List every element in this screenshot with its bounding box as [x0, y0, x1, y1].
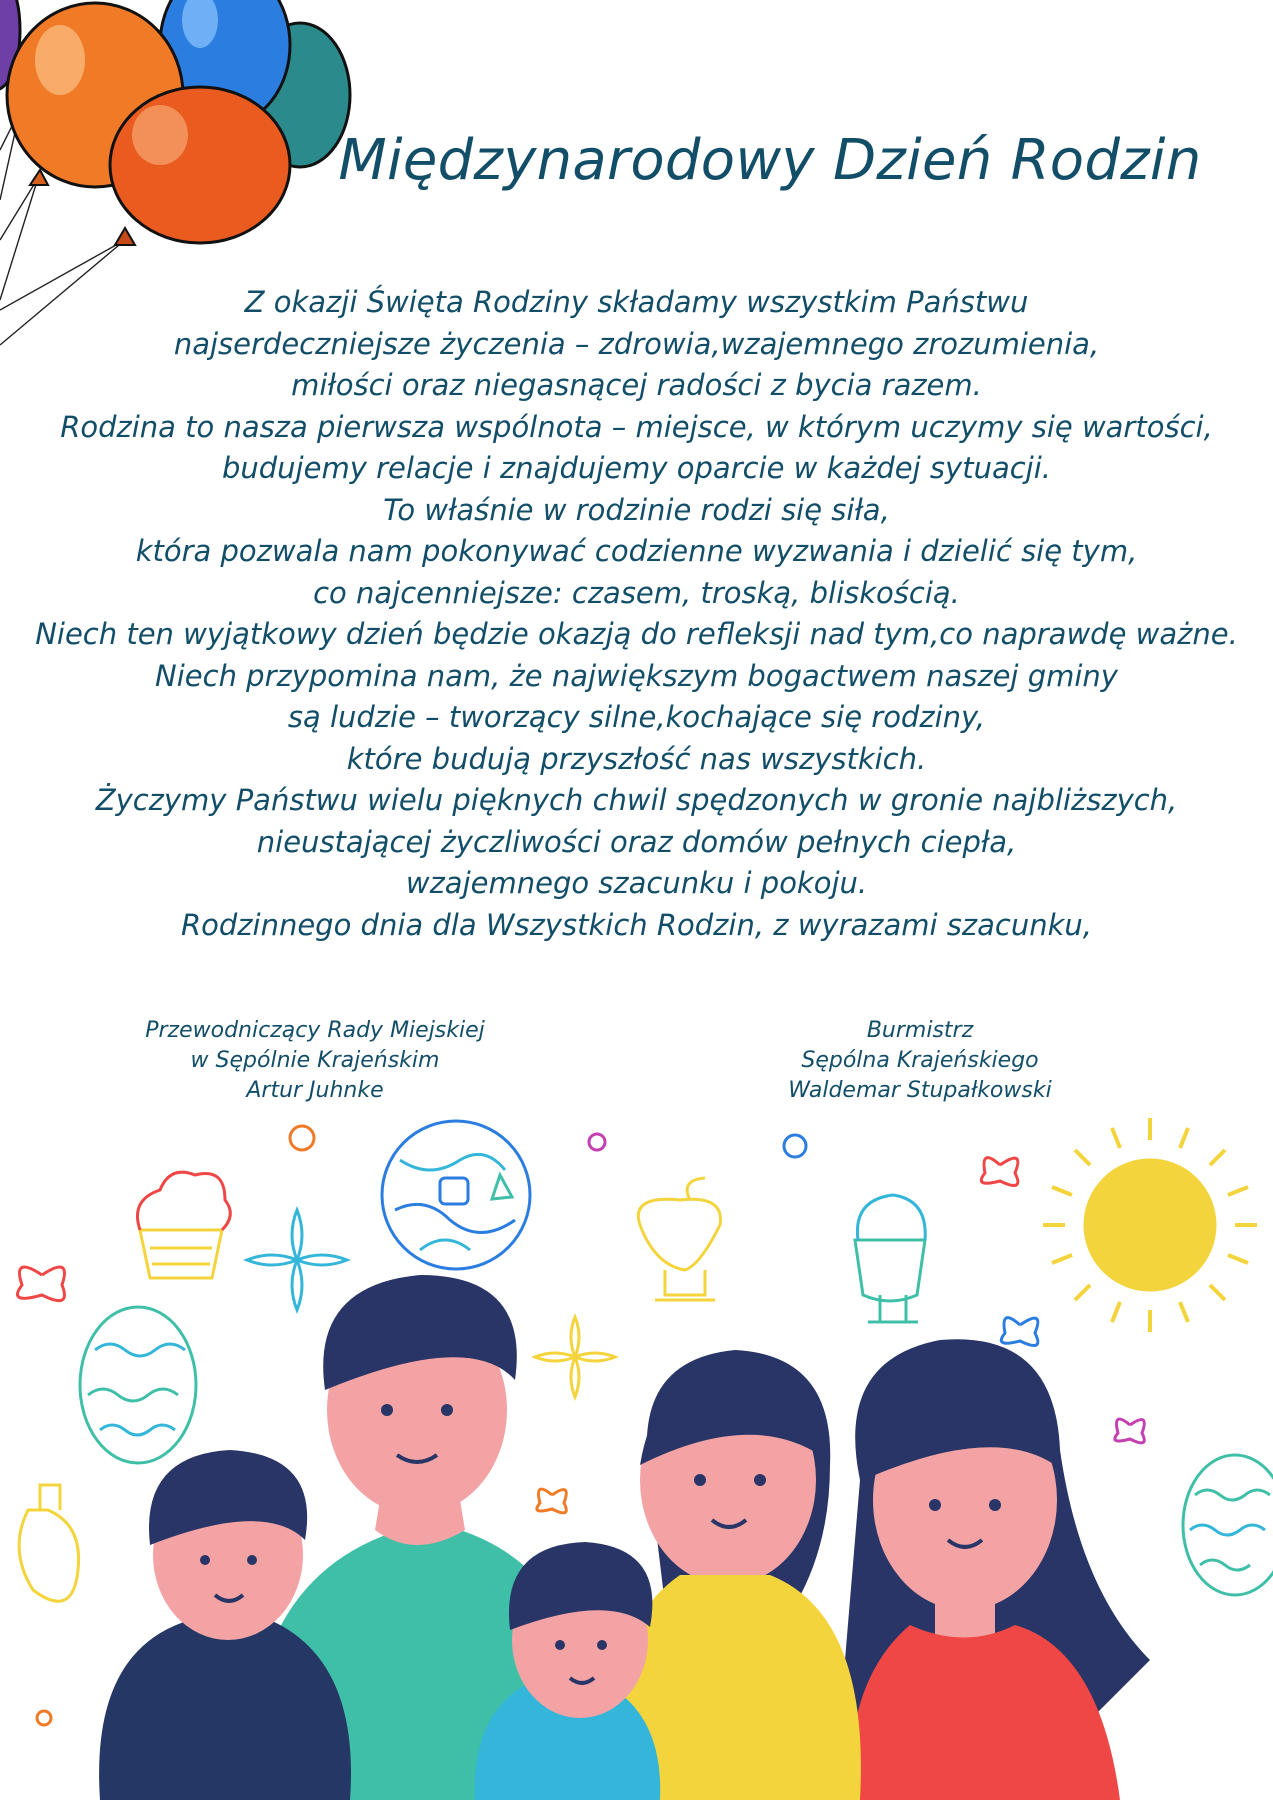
flower-icon [247, 1210, 347, 1310]
woman-red-shirt [840, 1339, 1150, 1800]
message-line: Niech przypomina nam, że największym bogactwem naszej gminy [155, 658, 1118, 693]
egg-icon [1183, 1455, 1273, 1595]
butterfly-icon [1115, 1419, 1144, 1443]
ring-doodle-icon [290, 1126, 314, 1150]
message-line: która pozwala nam pokonywać codzienne wyzwania i dzielić się tym, [135, 534, 1138, 568]
globe-icon [382, 1121, 530, 1269]
page-title: Międzynarodowy Dzień Rodzin [338, 128, 1202, 193]
message-line: Niech ten wyjątkowy dzień będzie okazją do refleksji nad tym,co naprawdę ważne. [35, 617, 1238, 651]
message-line: nieustającej życzliwości oraz domów pełnych ciepła, [256, 824, 1017, 859]
message-line: Z okazji Święta Rodziny składamy wszystkim Państwu [244, 285, 1029, 319]
butterfly-icon [1001, 1318, 1038, 1346]
egg-icon [80, 1307, 196, 1463]
vase-icon [19, 1485, 79, 1601]
message-line: najserdeczniejsze życzenia – zdrowia,wzajemnego zrozumienia, [173, 326, 1100, 361]
ring-doodle-icon [784, 1135, 806, 1157]
signature-place: Sępólna Krajeńskiego [801, 1048, 1039, 1073]
message-line: są ludzie – tworzący silne,kochające się rodziny, [287, 700, 986, 734]
family-of-five-illustration [0, 1080, 1273, 1800]
butterfly-icon [981, 1158, 1018, 1186]
ice-cream-icon [855, 1195, 925, 1322]
message-line: co najcenniejsze: czasem, troską, bliskością. [313, 575, 960, 610]
signature-role: Burmistrz [866, 1018, 974, 1043]
cupcake-icon [138, 1172, 231, 1278]
butterfly-icon [537, 1489, 566, 1513]
sun-icon [1043, 1118, 1257, 1332]
ice-cream-icon [638, 1178, 720, 1300]
message-line: Życzymy Państwu wielu pięknych chwil spędzonych w gronie najbliższych, [95, 783, 1178, 817]
message-line: budujemy relacje i znajdujemy oparcie w każdej sytuacji. [221, 451, 1051, 485]
message-line: To właśnie w rodzinie rodzi się siła, [383, 492, 890, 527]
signature-role: Przewodniczący Rady Miejskiej [145, 1018, 485, 1043]
flower-icon [535, 1317, 615, 1397]
ring-doodle-icon [37, 1711, 51, 1725]
ring-doodle-icon [589, 1134, 605, 1150]
message-line: miłości oraz niegasnącej radości z bycia razem. [291, 368, 982, 402]
signature-name: Waldemar Stupałkowski [788, 1078, 1052, 1103]
signature-place: w Sępólnie Krajeńskim [190, 1048, 440, 1073]
signature-name: Artur Juhnke [246, 1078, 384, 1103]
message-line: wzajemnego szacunku i pokoju. [405, 866, 868, 900]
message-line: które budują przyszłość nas wszystkich. [346, 741, 927, 776]
message-line: Rodzinnego dnia dla Wszystkich Rodzin, z wyrazami szacunku, [180, 907, 1092, 942]
greeting-message [0, 282, 1273, 946]
butterfly-icon [18, 1267, 65, 1301]
message-line: Rodzina to nasza pierwsza wspólnota – miejsce, w którym uczymy się wartości, [60, 409, 1213, 444]
